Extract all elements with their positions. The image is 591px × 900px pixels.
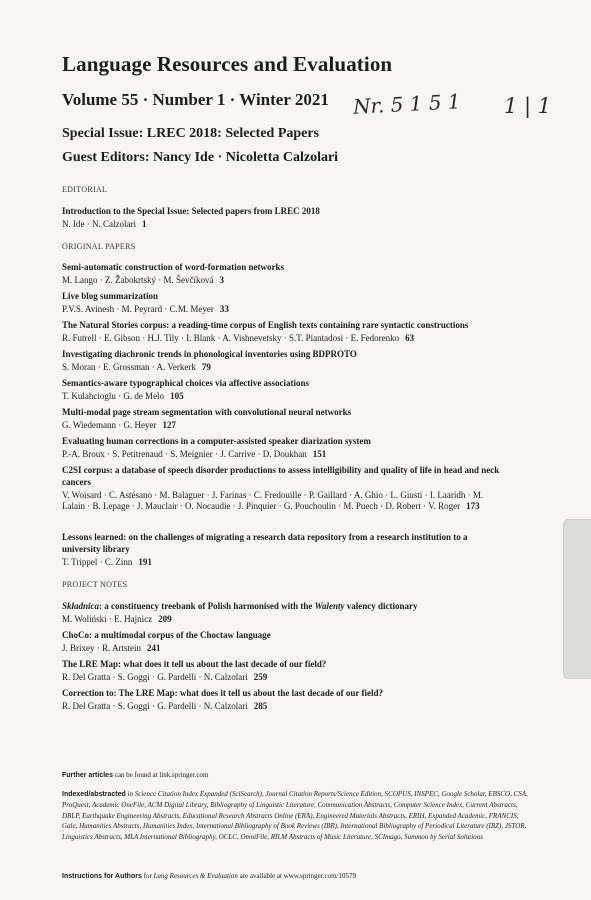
article-entry[interactable] — [62, 349, 512, 374]
entry-authors: R. Del Gratta · S. Goggi · G. Pardelli · N. Calzolari 259 — [62, 672, 268, 682]
instructions-note: Instructions for Authors for Lang Resources & Evaluation are available at www.springer.com/10579 — [62, 872, 356, 880]
entry-page: 79 — [201, 362, 211, 372]
article-entry[interactable] — [62, 291, 512, 316]
entry-authors: P.V.S. Avinesh · M. Peyrard · C.M. Meyer 33 — [62, 304, 229, 314]
entry-title[interactable]: Correction to: The LRE Map: what does it tell us about the last decade of our field? — [62, 688, 383, 698]
entry-page: 33 — [219, 304, 229, 314]
section-project-notes: PROJECT NOTES — [62, 580, 128, 589]
entry-title[interactable]: C2SI corpus: a database of speech disorder productions to assess intelligibility and quality of life in head and neck cancers — [62, 465, 500, 487]
entry-authors: T. Trippel · C. Zinn 191 — [62, 556, 152, 567]
special-issue-title: Special Issue: LREC 2018: Selected Papers — [62, 126, 320, 141]
entry-page: 3 — [219, 275, 224, 285]
guest-editors: Guest Editors: Nancy Ide · Nicoletta Calzolari — [62, 150, 339, 165]
entry-page: 127 — [162, 420, 176, 430]
entry-title[interactable]: Multi-modal page stream segmentation with convolutional neural networks — [62, 407, 352, 417]
entry-title[interactable]: Składnica: a constituency treebank of Polish harmonised with the Walenty valency dictionary — [62, 601, 418, 611]
entry-authors: S. Moran · E. Grossman · A. Verkerk 79 — [62, 362, 211, 372]
handwritten-mark: 1 | 1 — [504, 94, 552, 118]
section-editorial: EDITORIAL — [62, 185, 108, 194]
article-entry[interactable] — [62, 659, 512, 684]
entry-page: 241 — [147, 643, 161, 653]
entry-title[interactable]: Live blog summarization — [62, 291, 158, 301]
article-entry[interactable] — [62, 436, 512, 461]
entry-authors: N. Ide · N. Calzolari 1 — [62, 219, 147, 229]
article-entry[interactable] — [62, 688, 512, 713]
article-entry[interactable] — [62, 262, 512, 287]
entry-authors: V. Woisard · C. Astésano · M. Balaguer · J. Farinas · C. Fredouille · P. Gaillard · A. Ghio · L. Giusti · I. Laaridh · M. Lalain · B. Lepage · J. Mauclair · O. Nocaudie · J. Pinquier · G. Pouchoulin · M. Puech · D. Robert · V. Roger 173 — [62, 489, 484, 511]
article-entry[interactable] — [62, 532, 487, 568]
section-original-papers: ORIGINAL PAPERS — [62, 242, 136, 251]
entry-page: 285 — [253, 701, 268, 711]
entry-authors: P.-A. Broux · S. Petitrenaud · S. Meignier · J. Carrive · D. Doukhan 151 — [62, 449, 327, 459]
article-entry[interactable] — [62, 320, 542, 345]
entry-authors: M. Woliński · E. Hajnicz 209 — [62, 614, 172, 624]
entry-title[interactable]: Introduction to the Special Issue: Selected papers from LREC 2018 — [62, 206, 320, 216]
article-entry[interactable] — [62, 378, 512, 403]
entry-title[interactable]: Semantics-aware typographical choices via affective associations — [62, 378, 310, 388]
entry-authors: J. Brixey · R. Artstein 241 — [62, 643, 161, 653]
entry-page: 191 — [138, 556, 152, 567]
entry-authors: T. Kulahcioglu · G. de Melo 105 — [62, 391, 184, 401]
entry-title[interactable]: Lessons learned: on the challenges of migrating a research data repository from a research institution to a university library — [62, 532, 468, 554]
entry-page: 259 — [253, 672, 268, 682]
paper-tab-marker — [563, 519, 591, 679]
entry-title[interactable]: Evaluating human corrections in a computer-assisted speaker diarization system — [62, 436, 371, 446]
entry-title[interactable]: Investigating diachronic trends in phonological inventories using BDPROTO — [62, 349, 357, 359]
entry-title[interactable]: The Natural Stories corpus: a reading-time corpus of English texts containing rare syntactic constructions — [62, 320, 469, 330]
indexing-note: Indexed/abstracted in Science Citation Index Expanded (SciSearch), Journal Citation Reports/Science Edition, SCOPUS, INSPEC, Google Scholar, EBSCO, CSA, ProQuest, Academic OneFile, ACM Digital Library, Bibliography of Linguistic Literature, Communication Abstracts, Computer Science Index, Current Abstracts, DBLP, Earthquake Engineering Abstracts, Educational Research Abstracts Online (ERA), Engineered Materials Abstracts, ERIH, Expanded Academic, FRANCIS, Gale, Humanities Abstracts, Humanities Index, International Bibliography of Book Reviews (IBR), International Bibliography of Periodical Literature (IBZ), JSTOR, Linguistics Abstracts, MLA International Bibliography, OCLC, OmniFile, RILM Abstracts of Music Literature, SCImago, Summon by Serial Solutions — [62, 790, 528, 841]
article-entry[interactable] — [62, 630, 512, 655]
entry-title[interactable]: The LRE Map: what does it tell us about the last decade of our field? — [62, 659, 327, 669]
further-articles-note: Further articles can be found at link.springer.com — [62, 771, 209, 779]
entry-page: 173 — [466, 501, 480, 511]
article-entry[interactable] — [62, 465, 502, 513]
entry-page: 63 — [405, 333, 415, 343]
editorial-entry[interactable] — [62, 206, 512, 231]
journal-title: Language Resources and Evaluation — [62, 52, 393, 76]
entry-page: 1 — [141, 219, 147, 229]
entry-authors: M. Lango · Z. Žabokrtský · M. Ševčíková 3 — [62, 275, 224, 285]
article-entry[interactable] — [62, 601, 512, 626]
entry-authors: G. Wiedemann · G. Heyer 127 — [62, 420, 176, 430]
entry-page: 105 — [170, 391, 184, 401]
entry-authors: R. Futrell · E. Gibson · H.J. Tily · I. Blank · A. Vishnevetsky · S.T. Piantadosi · E. Fedorenko 63 — [62, 333, 415, 343]
entry-page: 209 — [158, 614, 172, 624]
article-entry[interactable] — [62, 407, 512, 432]
entry-page: 151 — [312, 449, 327, 459]
entry-title[interactable]: ChoCo: a multimodal corpus of the Choctaw language — [62, 630, 271, 640]
entry-authors: R. Del Gratta · S. Goggi · G. Pardelli · N. Calzolari 285 — [62, 701, 268, 711]
handwritten-note: Nr. 5 1 5 1 — [352, 89, 462, 119]
issue-line: Volume 55 · Number 1 · Winter 2021 — [62, 90, 329, 109]
entry-title[interactable]: Semi-automatic construction of word-formation networks — [62, 262, 284, 272]
